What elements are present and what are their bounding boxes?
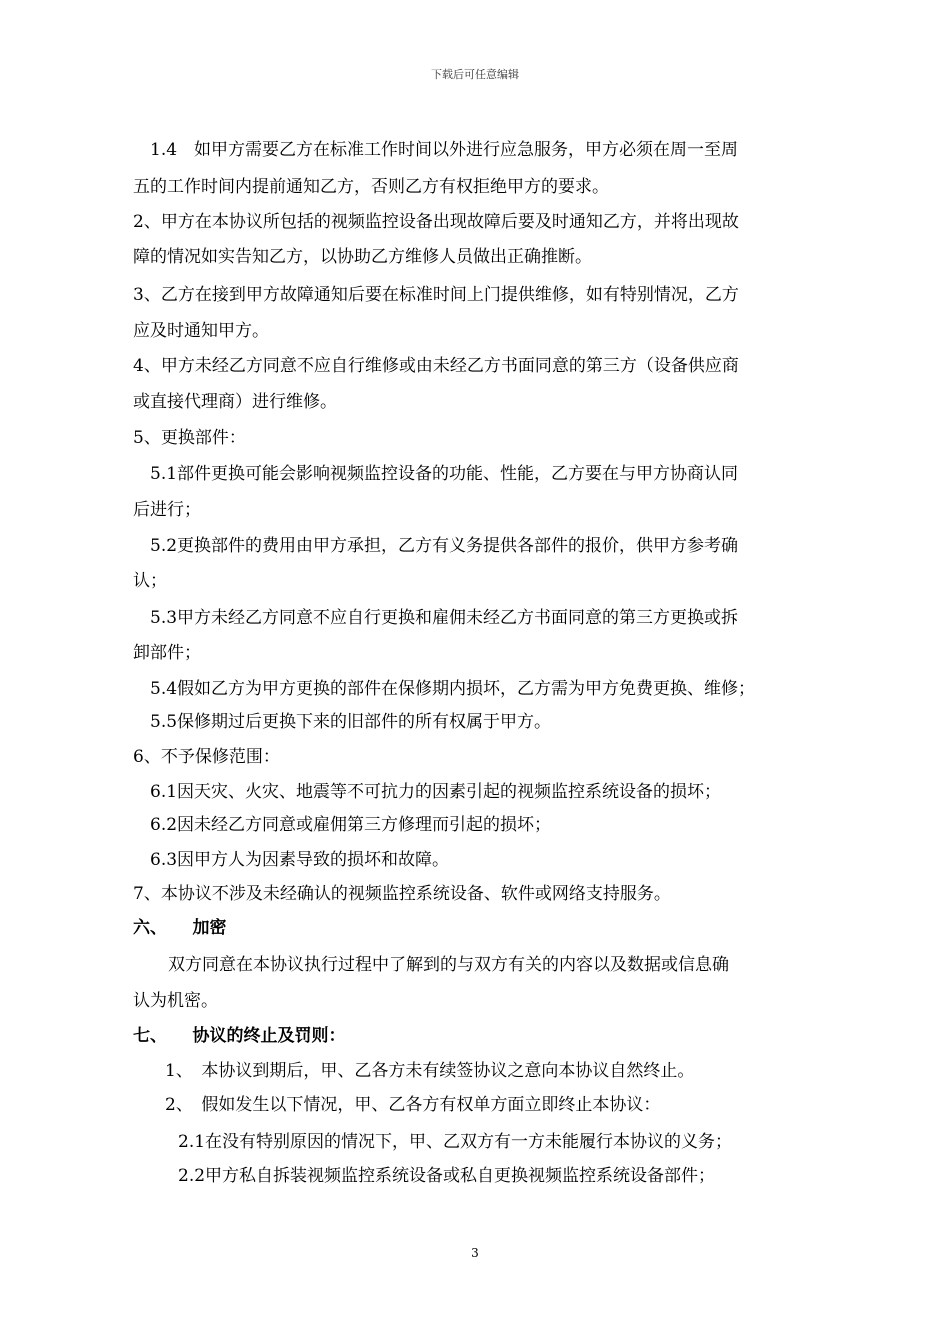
- clause-5-2-line-1: 5.2更换部件的费用由甲方承担，乙方有义务提供各部件的报价，供甲方参考确: [150, 536, 739, 556]
- section-6-body-line-1: 双方同意在本协议执行过程中了解到的与双方有关的内容以及数据或信息确: [168, 955, 729, 975]
- clause-6-3: 6.3因甲方人为因素导致的损坏和故障。: [150, 850, 450, 870]
- clause-5-2-line-2: 认；: [133, 571, 167, 591]
- clause-1-4-line-2: 五的工作时间内提前通知乙方，否则乙方有权拒绝甲方的要求。: [133, 177, 609, 197]
- section-7-item-1: 1、 本协议到期后，甲、乙各方未有续签协议之意向本协议自然终止。: [165, 1061, 695, 1081]
- clause-1-4-line-1: 1.4 如甲方需要乙方在标准工作时间以外进行应急服务，甲方必须在周一至周: [150, 140, 739, 160]
- section-6-heading: 六、 加密: [133, 918, 227, 938]
- clause-5-5: 5.5保修期过后更换下来的旧部件的所有权属于甲方。: [150, 712, 552, 732]
- clause-4-line-1: 4、甲方未经乙方同意不应自行维修或由未经乙方书面同意的第三方（设备供应商: [133, 356, 739, 376]
- clause-5-3-line-1: 5.3甲方未经乙方同意不应自行更换和雇佣未经乙方书面同意的第三方更换或拆: [150, 608, 739, 628]
- clause-3-line-1: 3、乙方在接到甲方故障通知后要在标准时间上门提供维修，如有特别情况，乙方: [133, 285, 739, 305]
- clause-6-2: 6.2因未经乙方同意或雇佣第三方修理而引起的损坏；: [150, 815, 552, 835]
- page-header: 下载后可任意编辑: [431, 68, 519, 81]
- clause-3-line-2: 应及时通知甲方。: [133, 321, 269, 341]
- clause-2-line-2: 障的情况如实告知乙方，以协助乙方维修人员做出正确推断。: [133, 247, 592, 267]
- clause-2-line-1: 2、甲方在本协议所包括的视频监控设备出现故障后要及时通知乙方，并将出现故: [133, 212, 739, 232]
- clause-5-1-line-1: 5.1部件更换可能会影响视频监控设备的功能、性能，乙方要在与甲方协商认同: [150, 464, 739, 484]
- page-number: 3: [471, 1246, 479, 1260]
- section-7-item-2: 2、 假如发生以下情况，甲、乙各方有权单方面立即终止本协议：: [165, 1095, 661, 1115]
- clause-5-3-line-2: 卸部件；: [133, 643, 201, 663]
- section-6-body-line-2: 认为机密。: [133, 991, 218, 1011]
- section-7-heading: 七、 协议的终止及罚则：: [133, 1026, 346, 1046]
- clause-6-heading: 6、不予保修范围：: [133, 747, 280, 767]
- section-7-item-2-2: 2.2甲方私自拆装视频监控系统设备或私自更换视频监控系统设备部件；: [178, 1166, 716, 1186]
- clause-5-1-line-2: 后进行；: [133, 500, 201, 520]
- clause-5-4: 5.4假如乙方为甲方更换的部件在保修期内损坏，乙方需为甲方免费更换、维修；: [150, 679, 756, 699]
- clause-7: 7、本协议不涉及未经确认的视频监控系统设备、软件或网络支持服务。: [133, 884, 671, 904]
- clause-6-1: 6.1因天灾、火灾、地震等不可抗力的因素引起的视频监控系统设备的损坏；: [150, 782, 722, 802]
- clause-5-heading: 5、更换部件：: [133, 428, 246, 448]
- section-7-item-2-1: 2.1在没有特别原因的情况下，甲、乙双方有一方未能履行本协议的义务；: [178, 1132, 733, 1152]
- clause-4-line-2: 或直接代理商）进行维修。: [133, 392, 337, 412]
